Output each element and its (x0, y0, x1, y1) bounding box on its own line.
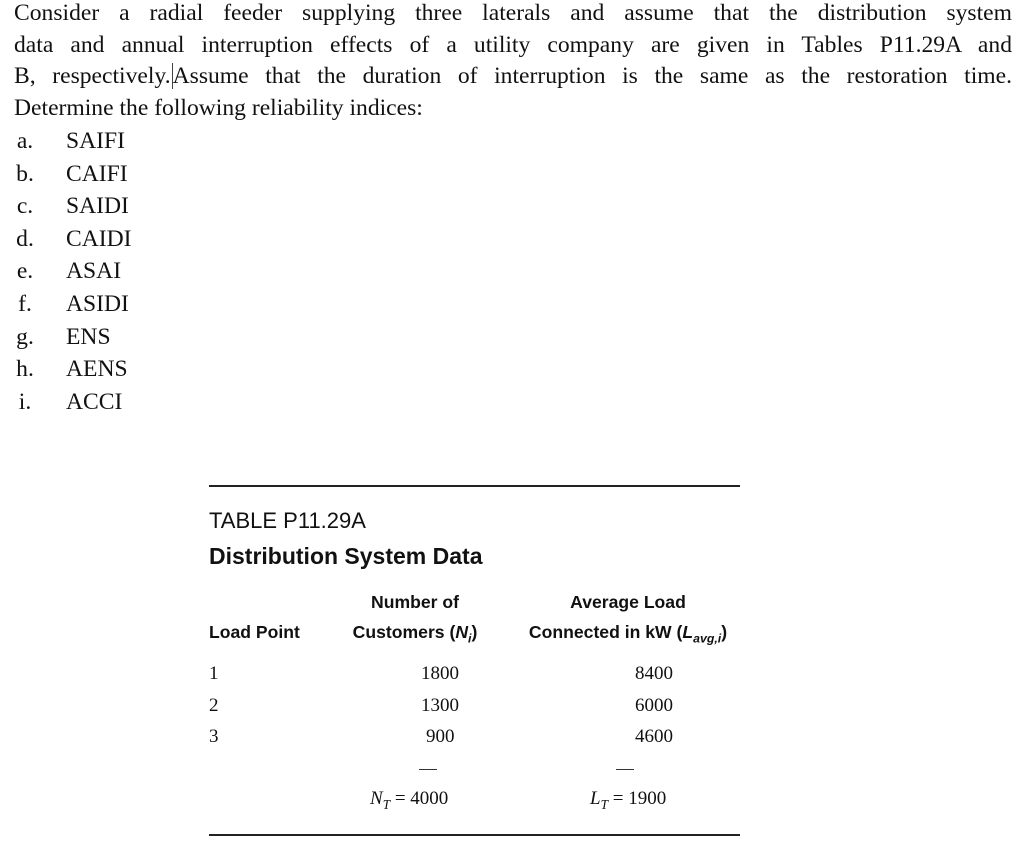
header-text: ) (721, 622, 728, 642)
list-marker: g. (16, 323, 34, 350)
index-label: AENS (66, 356, 128, 383)
header-symbol: N (455, 622, 469, 642)
cell-load: 4600 (635, 726, 673, 747)
cell-load-point: 3 (209, 726, 219, 747)
list-marker: b. (16, 160, 34, 187)
problem-line: Determine the following reliability indices: (14, 94, 423, 121)
index-label: CAIDI (66, 225, 132, 252)
table-id: TABLE P11.29A (209, 508, 366, 533)
list-item (14, 321, 111, 354)
cell-load-point: 1 (209, 663, 219, 684)
header-subscript: avg,i (693, 631, 722, 646)
list-marker: i. (18, 388, 32, 415)
index-label: ASIDI (66, 290, 129, 317)
index-label: ASAI (66, 258, 122, 285)
header-text: Connected in kW ( (528, 622, 683, 642)
cell-load: 8400 (635, 663, 673, 684)
cell-customers: 900 (426, 726, 455, 747)
column-header-load-point: Load Point (209, 622, 300, 642)
column-header-customers-line2 (333, 622, 497, 646)
problem-line-part: B, respectively. (14, 63, 171, 89)
cell-customers: 1300 (421, 695, 459, 716)
index-label: ACCI (66, 388, 123, 415)
table-top-rule (209, 485, 740, 487)
list-marker: c. (16, 193, 34, 220)
total-load (590, 788, 666, 813)
cell-load: 6000 (635, 695, 673, 716)
list-marker: d. (16, 225, 34, 252)
list-item (14, 288, 129, 321)
list-item (14, 386, 123, 419)
total-subscript: T (382, 796, 391, 812)
column-header-load-line2 (512, 622, 744, 646)
list-item (14, 125, 125, 158)
problem-line: Consider a radial feeder supplying three laterals and assume that the distribution system (14, 0, 1012, 26)
index-label: SAIDI (66, 193, 129, 220)
table-bottom-rule (209, 834, 740, 836)
sum-divider (419, 769, 437, 770)
total-value: = 4000 (390, 788, 449, 809)
table-caption: Distribution System Data (209, 543, 483, 569)
cell-load-point: 2 (209, 695, 219, 716)
total-customers (370, 788, 448, 813)
index-label: ENS (66, 323, 111, 350)
problem-line (14, 61, 1012, 93)
list-item (14, 158, 128, 191)
total-symbol: L (590, 788, 601, 809)
reliability-index-list (14, 125, 132, 418)
list-marker: a. (16, 128, 34, 154)
list-marker: e. (16, 258, 34, 285)
column-header-customers-line1: Number of (371, 592, 459, 612)
total-value: = 1900 (607, 788, 667, 809)
list-item (14, 255, 122, 288)
list-item (14, 353, 128, 386)
problem-line: data and annual interruption effects of a utility company are given in Tables P11.29A and (14, 31, 1012, 58)
list-marker: f. (18, 290, 32, 317)
header-symbol: L (682, 622, 694, 642)
cell-customers: 1800 (421, 663, 459, 684)
header-text: ) (471, 622, 478, 642)
index-label: SAIFI (66, 128, 125, 154)
header-subscript: i (468, 631, 472, 646)
problem-line-part: Assume that the duration of interruption is the same as the restoration time. (172, 63, 1012, 89)
index-label: CAIFI (66, 160, 128, 187)
list-item (14, 190, 129, 223)
total-symbol: N (370, 788, 383, 809)
column-header-load-line1: Average Load (570, 592, 686, 612)
sum-divider (616, 769, 634, 770)
total-subscript: T (600, 796, 608, 812)
list-item (14, 223, 132, 256)
header-text: Customers ( (352, 622, 456, 642)
problem-statement (14, 0, 1012, 124)
list-marker: h. (16, 356, 34, 383)
